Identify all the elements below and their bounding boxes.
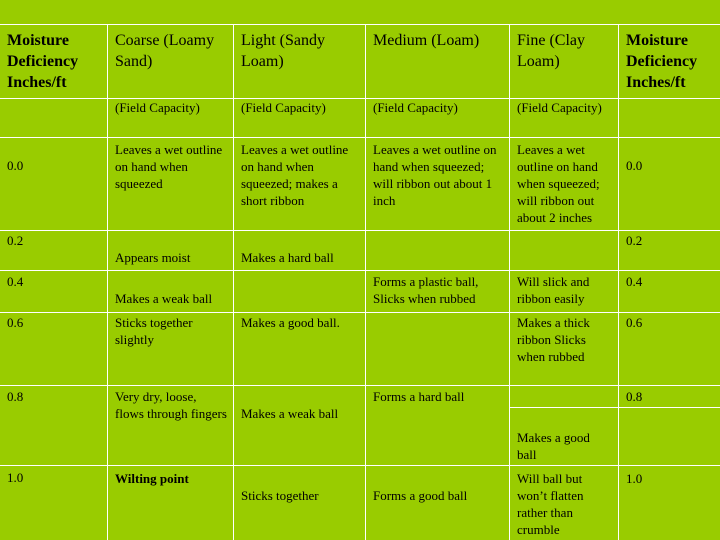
light-0-2: Makes a hard ball bbox=[241, 250, 334, 265]
medium-0-8: Forms a hard ball bbox=[373, 389, 465, 404]
row-divider bbox=[0, 270, 720, 271]
header-medium: Medium (Loam) bbox=[373, 32, 480, 49]
deficiency-label-left: 1.0 bbox=[7, 470, 24, 485]
light-0-8: Makes a weak ball bbox=[241, 406, 339, 421]
light-1-0: Sticks together bbox=[241, 488, 319, 503]
fine-0-0: Leaves a wet outline on hand when squeezed; will ribbon out about 2 inches bbox=[517, 142, 600, 225]
column-divider bbox=[509, 24, 510, 540]
medium-0-4: Forms a plastic ball, Slicks when rubbed bbox=[373, 274, 479, 306]
deficiency-label-right: 0.0 bbox=[626, 158, 643, 173]
coarse-0-6: Sticks together slightly bbox=[115, 315, 193, 347]
fine-1-0: Will ball but won’t flatten rather than crumble bbox=[517, 471, 584, 537]
column-divider bbox=[618, 24, 619, 540]
coarse-0-8: Very dry, loose, flows through fingers bbox=[115, 389, 227, 421]
medium-0-0: Leaves a wet outline on hand when squeezed; will ribbon out about 1 inch bbox=[373, 142, 497, 208]
deficiency-label-left: 0.8 bbox=[7, 389, 24, 404]
fine-0-6: Makes a thick ribbon Slicks when rubbed bbox=[517, 315, 590, 364]
deficiency-label-right: 0.2 bbox=[626, 233, 643, 248]
field-capacity-coarse: (Field Capacity) bbox=[115, 100, 200, 115]
coarse-0-4: Makes a weak ball bbox=[115, 291, 213, 306]
fine-0-4: Will slick and ribbon easily bbox=[517, 274, 590, 306]
medium-1-0: Forms a good ball bbox=[373, 488, 468, 503]
header-moisture-deficiency-left: Moisture Deficiency Inches/ft bbox=[7, 32, 79, 91]
field-capacity-light: (Field Capacity) bbox=[241, 100, 326, 115]
row-divider bbox=[0, 24, 720, 25]
deficiency-label-right: 0.8 bbox=[626, 389, 643, 404]
deficiency-label-right: 0.6 bbox=[626, 315, 643, 330]
header-light: Light (Sandy Loam) bbox=[241, 32, 325, 70]
field-capacity-fine: (Field Capacity) bbox=[517, 100, 602, 115]
row-divider bbox=[0, 385, 720, 386]
fine-0-8: Makes a good ball bbox=[517, 430, 590, 462]
deficiency-label-left: 0.2 bbox=[7, 233, 24, 248]
column-divider bbox=[365, 24, 366, 540]
field-capacity-medium: (Field Capacity) bbox=[373, 100, 458, 115]
coarse-1-0: Wilting point bbox=[115, 471, 189, 486]
light-0-0: Leaves a wet outline on hand when squeezed; makes a short ribbon bbox=[241, 142, 349, 208]
header-fine: Fine (Clay Loam) bbox=[517, 32, 585, 70]
light-0-6: Makes a good ball. bbox=[241, 315, 340, 330]
row-divider bbox=[510, 407, 720, 408]
column-divider bbox=[107, 24, 108, 540]
deficiency-label-right: 0.4 bbox=[626, 274, 643, 289]
row-divider bbox=[0, 230, 720, 231]
column-divider bbox=[233, 24, 234, 540]
deficiency-label-left: 0.4 bbox=[7, 274, 24, 289]
deficiency-label-left: 0.6 bbox=[7, 315, 24, 330]
deficiency-label-right: 1.0 bbox=[626, 471, 643, 486]
header-moisture-deficiency-right: Moisture Deficiency Inches/ft bbox=[626, 32, 698, 91]
row-divider bbox=[0, 465, 720, 466]
header-coarse: Coarse (Loamy Sand) bbox=[115, 32, 215, 70]
coarse-0-2: Appears moist bbox=[115, 250, 191, 265]
row-divider bbox=[0, 137, 720, 138]
deficiency-label-left: 0.0 bbox=[7, 158, 24, 173]
row-divider bbox=[0, 312, 720, 313]
coarse-0-0: Leaves a wet outline on hand when squeezed bbox=[115, 142, 223, 191]
